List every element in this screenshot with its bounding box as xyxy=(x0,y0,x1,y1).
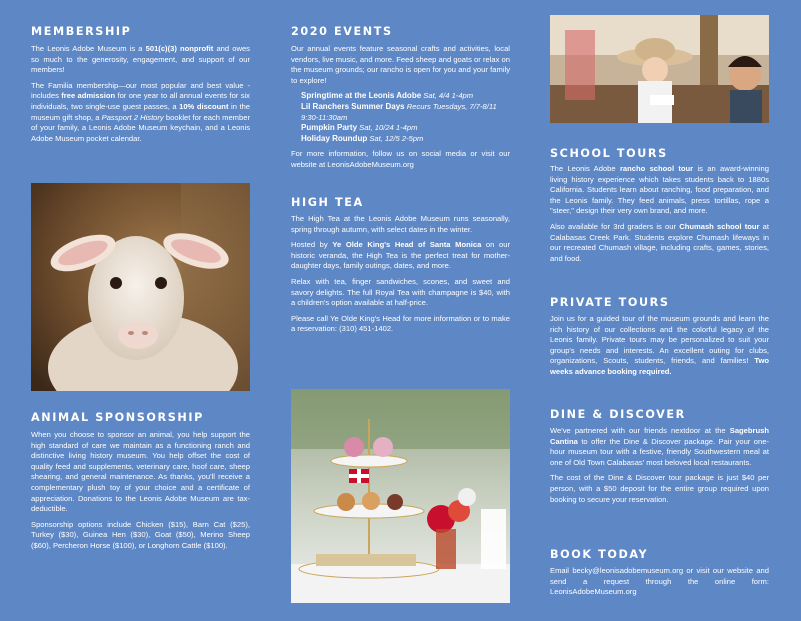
dine-discover-body xyxy=(550,426,769,505)
school-tours-body xyxy=(550,164,769,264)
school-tours-section xyxy=(550,147,769,160)
event-item: Springtime at the Leonis Adobe Sat, 4/4 1-4pm xyxy=(301,91,474,101)
event-item: Lil Ranchers Summer Days Recurs Tuesdays, 7/7-8/11 9:30-11:30am xyxy=(301,101,497,122)
animal-sponsorship-paragraph-1: When you choose to sponsor an animal, you help support the high standard of care we maintain as a functioning ranch and distinctive living history museum. You help offset the cost of quality feed and supplements, veterinary care, hoof care, sheep shearing, and general maintenance. As thanks, you'll receive a complementary plush toy of your choice and a certificate of appreciation. Donations to the Leonis Adobe Museum are tax-deductible. xyxy=(31,430,250,514)
private-tours-paragraph-1: Join us for a guided tour of the museum grounds and learn the rich history of our collections and the colorful legacy of the Leonis family. Private tours may be personalized to suit your group's needs and interests. An excellent outing for clubs, organizations, Scouts, students, friends, and families! Two weeks advance booking required. xyxy=(550,314,769,376)
high-tea-body xyxy=(291,214,510,335)
book-today-section xyxy=(550,548,769,561)
events-section xyxy=(291,25,510,38)
events-body xyxy=(291,44,510,171)
membership-section xyxy=(31,25,250,38)
membership-heading: MEMBERSHIP xyxy=(31,25,132,38)
event-item: Pumpkin Party Sat, 10/24 1-4pm xyxy=(301,123,418,133)
school-tours-paragraph-1: The Leonis Adobe rancho school tour is an award-winning living history experience which takes students back to 1880s California. Students learn about ranching, food preparation, and the Leonis family. They feed animals, press tortillas, rope a "steer," design their very own brand, and more. xyxy=(550,164,769,216)
events-heading: 2020 EVENTS xyxy=(291,25,393,38)
book-today-heading: BOOK TODAY xyxy=(550,548,649,561)
dine-discover-paragraph-2: The cost of the Dine & Discover tour package is just $40 per person, with a $50 deposit for the entire group required upon booking to secure your reservation. xyxy=(550,473,769,504)
animal-sponsorship-body xyxy=(31,430,250,552)
events-outro: For more information, follow us on social media or visit our website at LeonisAdobeMuseum.org xyxy=(291,149,510,169)
events-intro: Our annual events feature seasonal crafts and activities, local vendors, live music, and more. Feed sheep and goats or relax on the museum grounds; our rancho is open for you and your family to explore! xyxy=(291,44,510,85)
membership-body xyxy=(31,44,250,144)
animal-sponsorship-paragraph-2: Sponsorship options include Chicken ($15), Barn Cat ($25), Turkey ($30), Guinea Hen ($30), Goat ($50), Merino Sheep ($60), Percheron Horse ($100), or Longhorn Cattle ($100). xyxy=(31,519,250,550)
dine-discover-heading: DINE & DISCOVER xyxy=(550,408,686,421)
high-tea-photo xyxy=(291,389,510,603)
high-tea-paragraph-4: Please call Ye Olde King's Head for more information or to make a reservation: (310) 451-1402. xyxy=(291,313,510,334)
animal-sponsorship-heading: ANIMAL SPONSORSHIP xyxy=(31,411,204,424)
dine-discover-paragraph-1: We've partnered with our friends nextdoor at the Sagebrush Cantina to offer the Dine & Discover package. Pair your one-hour museum tour with a festive, friendly Southwestern meal at one of Old Town Calabasas' most beloved local restaurants. xyxy=(550,426,769,467)
dine-discover-section xyxy=(550,408,769,421)
school-tours-paragraph-2: Also available for 3rd graders is our Chumash school tour at Calabasas Creek Park. Students explore Chumash lifeways in our recreated Chumash village, including crafts, games, stories, and food. xyxy=(550,221,770,263)
private-tours-body xyxy=(550,314,769,378)
school-tours-heading: SCHOOL TOURS xyxy=(550,147,668,160)
high-tea-section xyxy=(291,196,510,209)
high-tea-paragraph-3: Relax with tea, finger sandwiches, scones, and sweet and savory delights. The full Royal Tea with champagne is $40, with a children's option available at half-price. xyxy=(291,276,510,308)
high-tea-paragraph-2: Hosted by Ye Olde King's Head of Santa Monica on our historic veranda, the High Tea is the perfect treat for mother-daughter days, family outings, dates, and more. xyxy=(291,240,510,271)
event-item: Holiday Roundup Sat, 12/5 2-5pm xyxy=(301,133,424,143)
high-tea-heading: HIGH TEA xyxy=(291,196,364,209)
lamb-photo xyxy=(31,183,250,391)
animal-sponsorship-section xyxy=(31,411,250,424)
high-tea-paragraph-1: The High Tea at the Leonis Adobe Museum runs seasonally, spring through autumn, with select dates in the winter. xyxy=(291,214,510,234)
private-tours-section xyxy=(550,296,769,309)
membership-paragraph-2: The Familia membership—our most popular and best value - includes free admission for one year to all annual events for six individuals, two single-use guest passes, a 10% discount in the museum gift shop, a Passport 2 History booklet for each member of your family, a Leonis Adobe Museum keychain, and a Leonis Adobe Museum pocket calendar. xyxy=(31,80,250,143)
school-tour-photo xyxy=(550,15,769,123)
private-tours-heading: PRIVATE TOURS xyxy=(550,296,670,309)
book-today-body xyxy=(550,566,769,598)
book-today-paragraph[interactable]: Email becky@leonisadobemuseum.org or visit our website and send a request through the online form: LeonisAdobeMuseum.org xyxy=(550,566,769,597)
membership-paragraph-1: The Leonis Adobe Museum is a 501(c)(3) nonprofit and owes so much to the generosity, engagement, and support of our members! xyxy=(31,44,250,75)
